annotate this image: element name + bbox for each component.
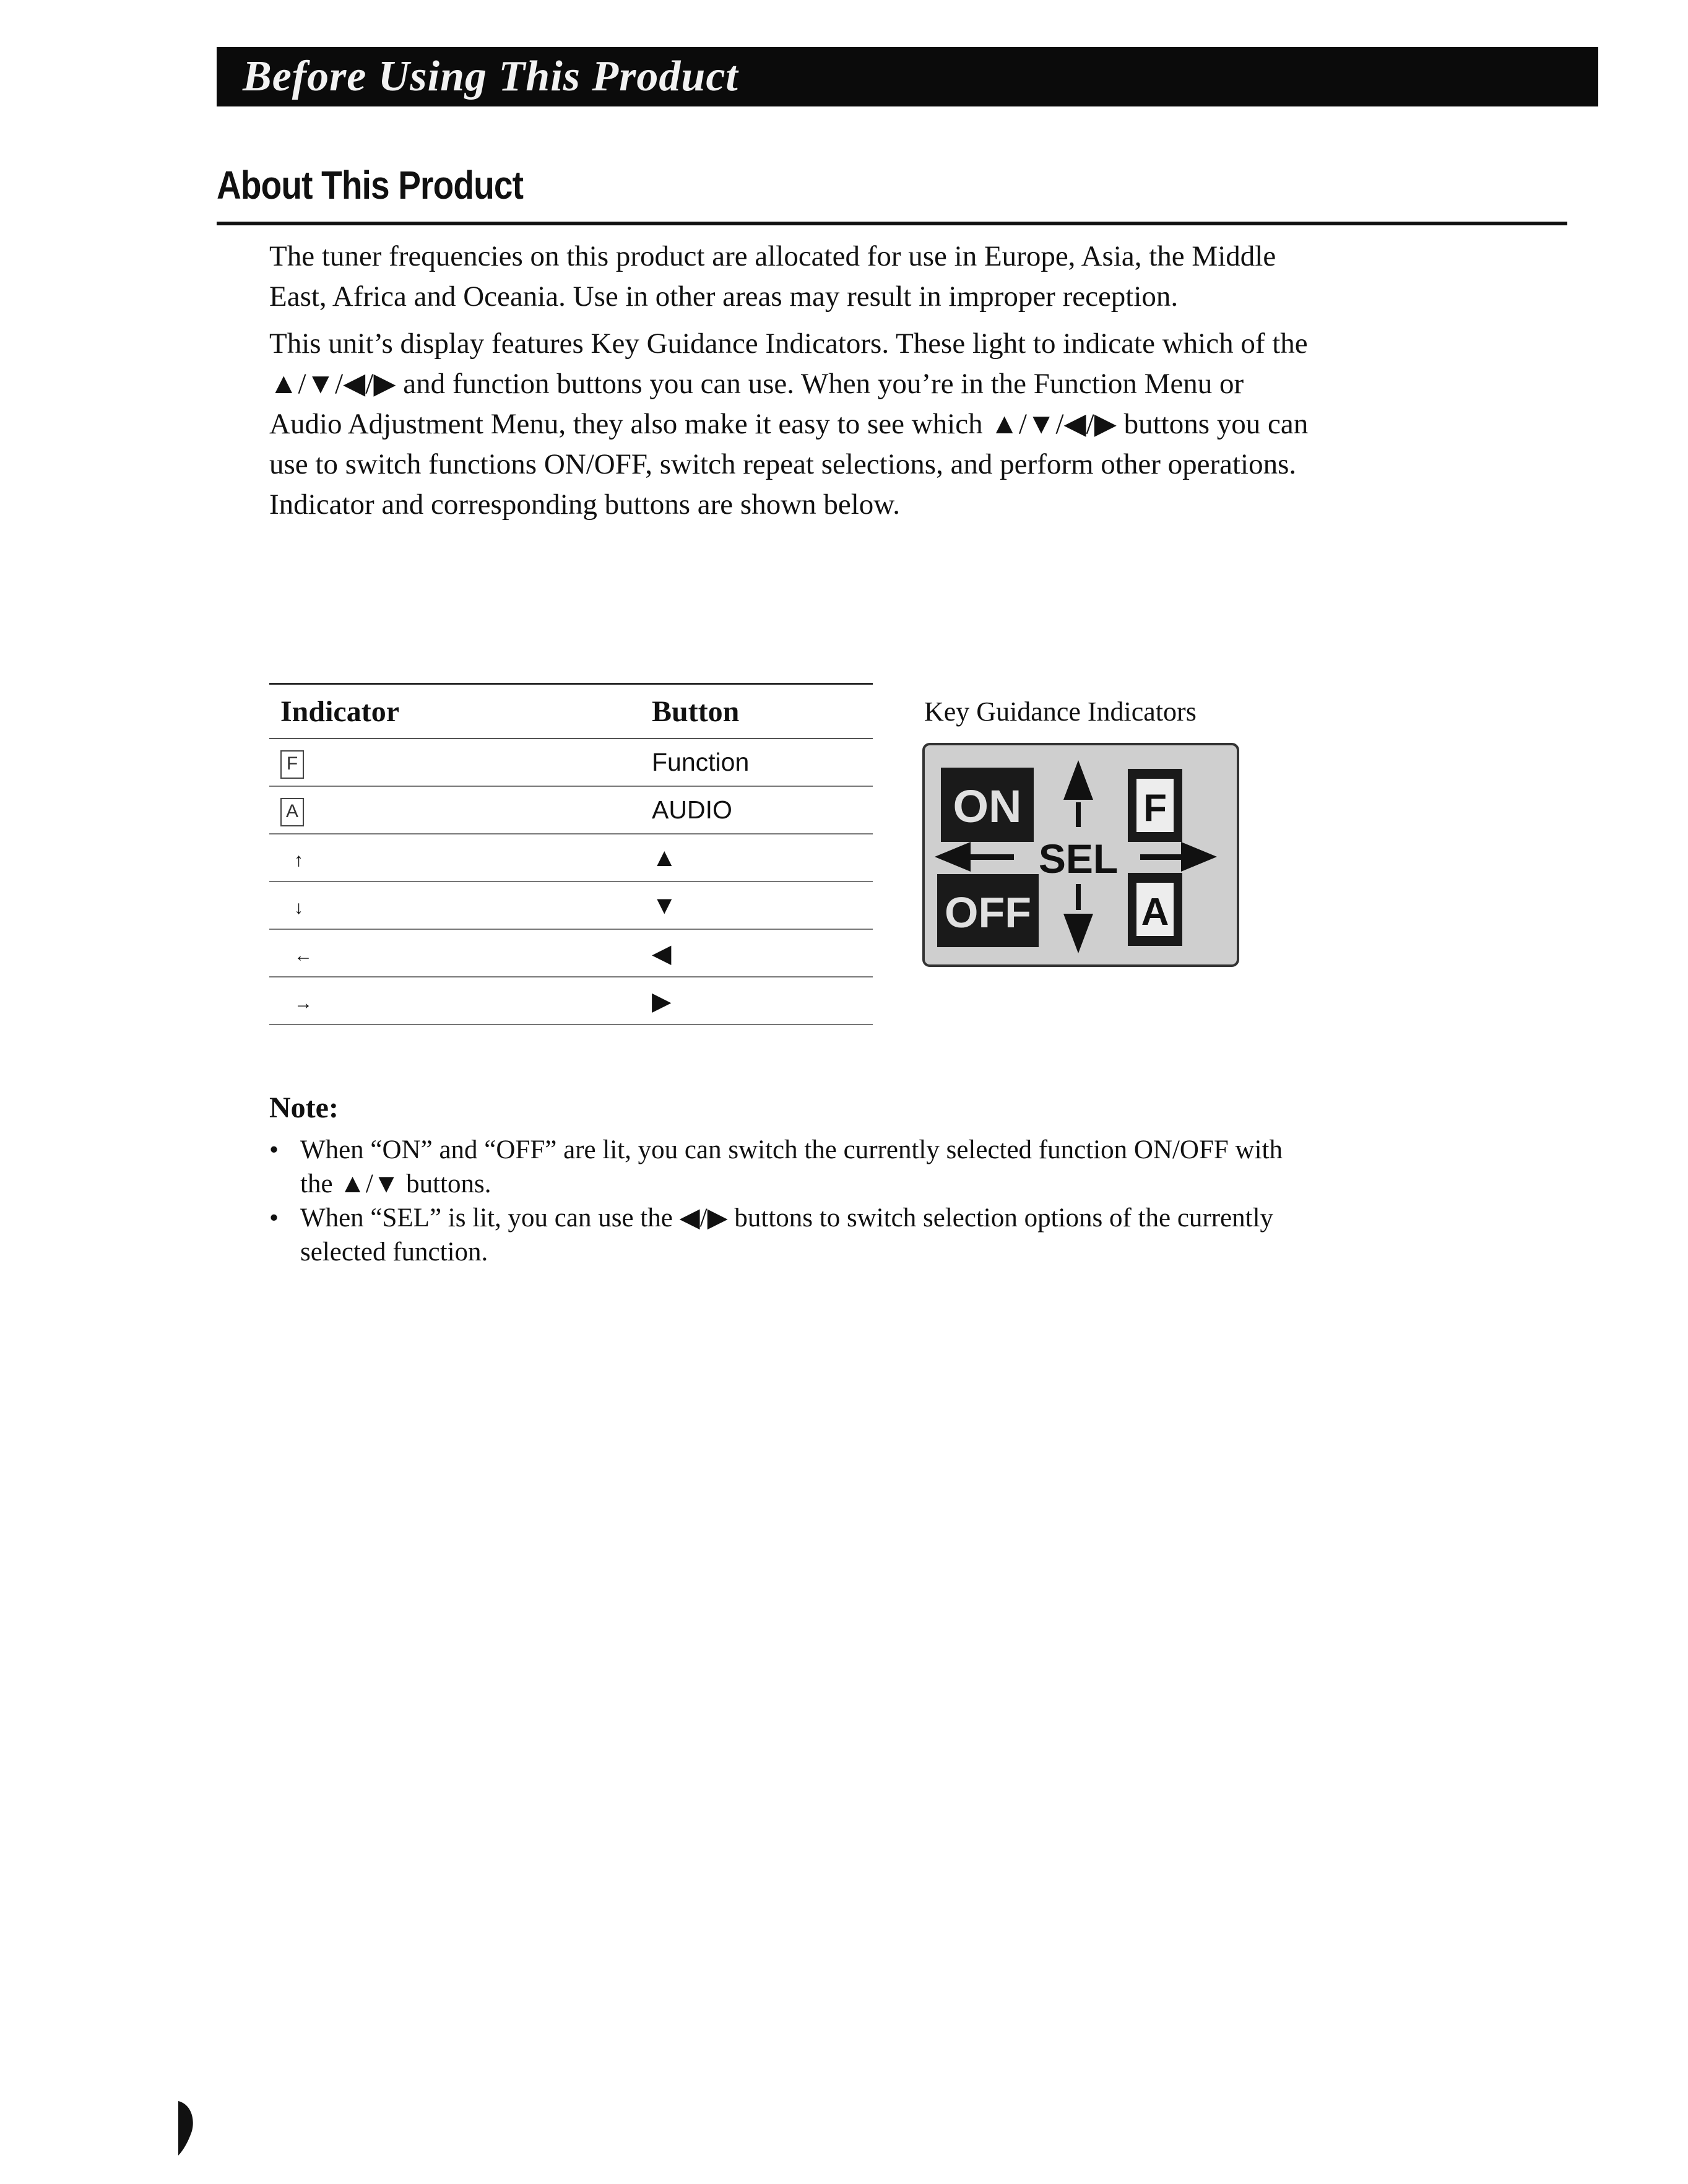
table-row [269,739,873,786]
page-banner [217,47,1598,106]
up-button-icon: ▲ [652,834,873,882]
on-label: ON [953,781,1022,832]
list-item: • When “ON” and “OFF” are lit, you can switch the currently selected function ON/OFF with the ▲/▼ buttons. [269,1133,1322,1201]
bullet-icon: • [269,1135,279,1164]
a-label: A [1141,891,1169,934]
left-indicator-icon: ← [294,945,313,966]
banner-title: Before Using This Product [243,53,738,100]
indicator-table [269,683,873,1025]
sel-label: SEL [1038,836,1119,882]
table-row [269,786,873,834]
list-item: • When “SEL” is lit, you can use the ◀/▶ buttons to switch selection options of the currently selected function. [269,1201,1322,1269]
section-divider [217,222,1567,225]
down-arrow-stem [1076,884,1081,910]
table-header-row [269,684,873,739]
down-indicator-icon: ↓ [294,898,303,918]
note-list [269,1133,1322,1269]
paragraph-tuner: The tuner frequencies on this product are allocated for use in Europe, Asia, the Middle East, Africa and Oceania. Use in other areas may result in improper reception. [269,240,1276,313]
table-row [269,929,873,977]
section-title: About This Product [217,163,524,207]
right-indicator-icon: → [294,993,313,1013]
right-button-icon: ▶ [652,977,873,1025]
figure-caption: Key Guidance Indicators [924,696,1197,727]
body-text [269,236,1322,532]
function-indicator-icon: F [280,750,304,779]
button-cell: Function [652,739,873,786]
bullet-icon: • [269,1203,279,1233]
up-arrow-stem [1076,802,1081,827]
down-button-icon: ▼ [652,882,873,929]
right-arrow-stem [1140,854,1181,860]
left-arrow-stem [971,854,1014,860]
note-title: Note: [269,1091,339,1124]
table-row [269,882,873,929]
up-indicator-icon: ↑ [294,850,303,870]
table-row [269,977,873,1025]
off-label: OFF [945,888,1031,937]
f-label: F [1143,787,1167,830]
table-row [269,834,873,882]
page-edge-mark [177,2099,197,2158]
audio-indicator-icon: A [280,798,304,826]
paragraph-key-guidance: This unit’s display features Key Guidance Indicators. These light to indicate which of the ▲/▼/◀/▶ and function buttons you can use. When you’re in the Function Menu or Audio Adjustment Menu, they also make it easy to see which ▲/▼/◀/▶ buttons you can use to switch functions ON/OFF, switch repeat selections, and perform other operations. Indicator and corresponding buttons are shown below. [269,327,1309,521]
button-cell: AUDIO [652,786,873,834]
key-guidance-indicators-figure [922,743,1239,967]
header-indicator: Indicator [269,684,652,739]
left-button-icon: ◀ [652,929,873,977]
header-button: Button [652,684,873,739]
